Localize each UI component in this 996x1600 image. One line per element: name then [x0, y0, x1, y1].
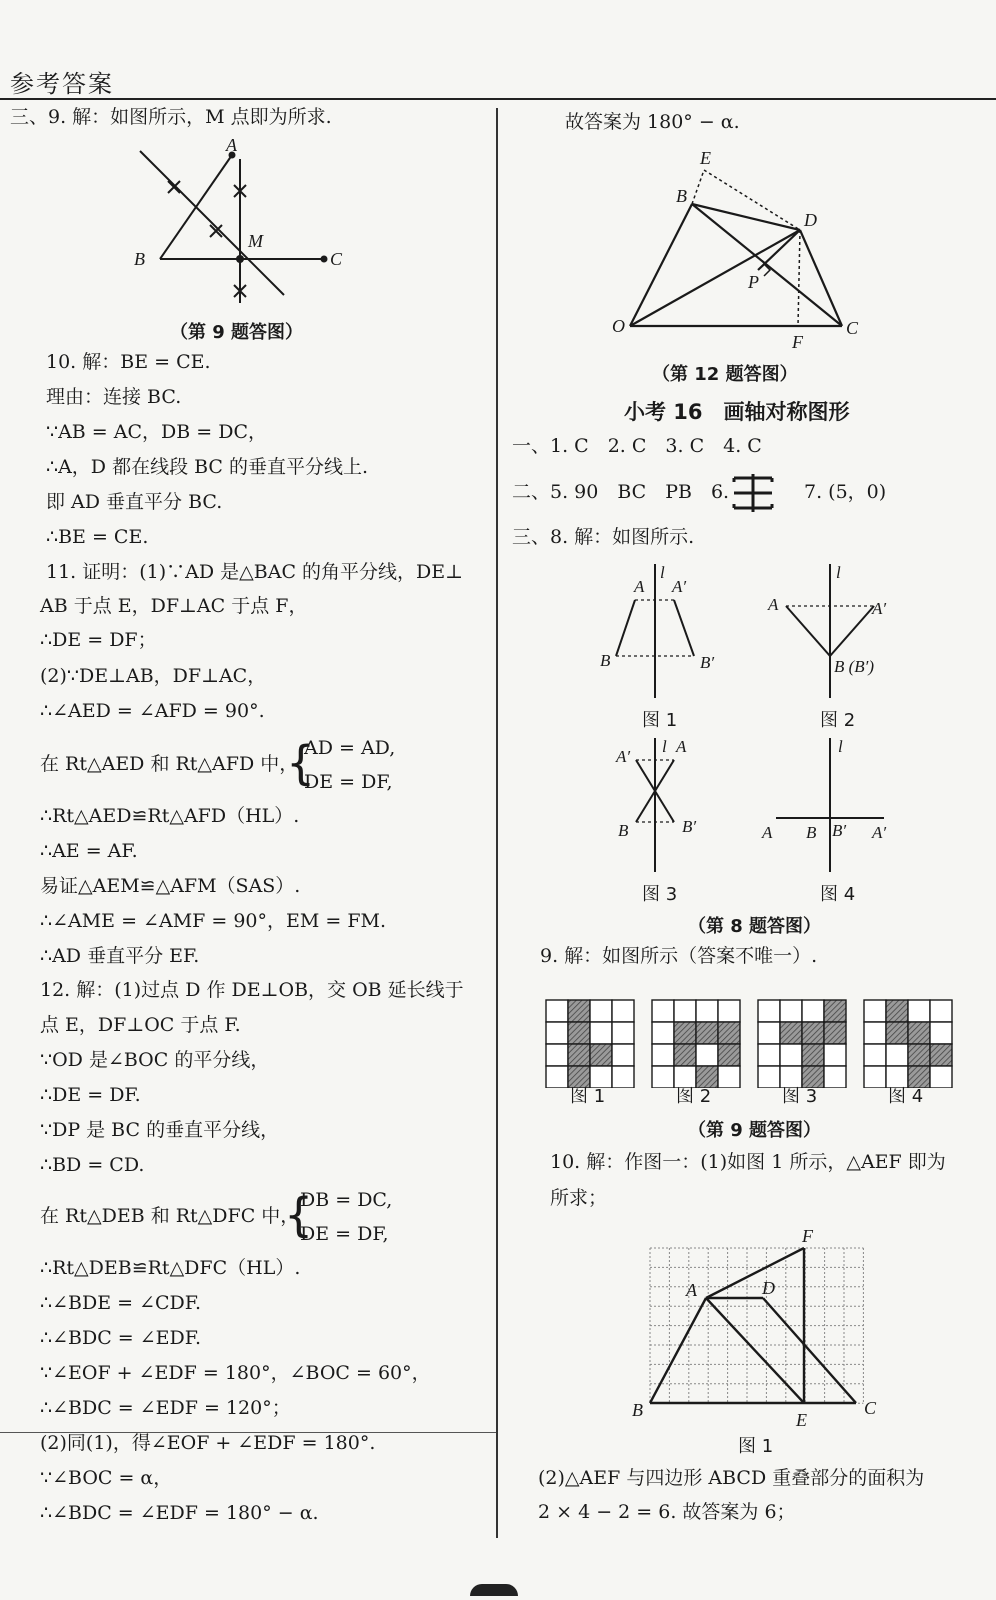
text-line: 点 E，DF⊥OC 于点 F. — [40, 1014, 241, 1036]
grid-cell — [758, 1022, 780, 1044]
grid-cell — [780, 1000, 802, 1022]
svg-text:E: E — [796, 1410, 807, 1430]
q12-rt-prefix: 在 Rt△DEB 和 Rt△DFC 中， — [40, 1205, 300, 1227]
grid-cell — [930, 1022, 952, 1044]
q11-line-3: ∴DE = DF； — [40, 629, 157, 651]
fig9-label-1: 图 1 — [570, 1086, 606, 1107]
q11-rest-block — [40, 804, 386, 968]
svg-text:P: P — [748, 272, 759, 292]
fig8-diagram-2 — [766, 558, 906, 708]
q6-symbol-figure — [728, 472, 778, 514]
grid-cell — [612, 1044, 634, 1066]
grid-cell — [696, 1000, 718, 1022]
grid-cell — [824, 1000, 846, 1022]
text-line: ∴AD 垂直平分 EF. — [40, 945, 200, 967]
svg-text:A: A — [686, 1280, 697, 1300]
fig8-diagram-3 — [590, 732, 730, 882]
part2-answers: 二、5. 90 BC PB 6. — [512, 481, 730, 503]
q11-line-1: 11. 证明：(1)∵AD 是△BAC 的角平分线，DE⊥ — [46, 561, 464, 583]
svg-text:l: l — [838, 737, 843, 756]
q12-line-1: 12. 解：(1)过点 D 作 DE⊥OB，交 OB 延长线于 — [40, 979, 464, 1001]
grid-cell — [758, 1000, 780, 1022]
grid-cell — [674, 1000, 696, 1022]
text-line: ∵DP 是 BC 的垂直平分线， — [40, 1119, 280, 1141]
fig9-grid-set — [544, 998, 964, 1088]
text-line: ∴∠BDC = ∠EDF = 120°； — [40, 1397, 291, 1419]
fig10-label: 图 1 — [738, 1436, 774, 1457]
svg-text:l: l — [660, 563, 665, 582]
part3-heading: 三、8. 解：如图所示. — [512, 526, 695, 548]
svg-text:C: C — [846, 318, 859, 338]
text-line: ∴Rt△DEB≌Rt△DFC（HL）. — [40, 1257, 301, 1279]
grid-cell — [864, 1066, 886, 1088]
text-line: 易证△AEM≌△AFM（SAS）. — [40, 875, 301, 897]
svg-text:A: A — [634, 577, 645, 596]
grid-cell — [908, 1022, 930, 1044]
svg-text:B: B — [806, 823, 817, 842]
svg-text:F: F — [802, 1228, 813, 1246]
q10-block — [46, 350, 368, 549]
grid-cell — [824, 1044, 846, 1066]
grid-cell — [864, 1000, 886, 1022]
fig9-label-4: 图 4 — [888, 1086, 924, 1107]
q10-right-line-1: 10. 解：作图一：(1)如图 1 所示，△AEF 即为 — [550, 1151, 946, 1173]
svg-text:B′: B′ — [682, 817, 697, 836]
grid-cell — [864, 1044, 886, 1066]
text-line: ∴∠BDE = ∠CDF. — [40, 1292, 202, 1314]
grid-cell — [612, 1000, 634, 1022]
grid-cell — [780, 1044, 802, 1066]
grid-cell — [652, 1000, 674, 1022]
grid-cell — [674, 1022, 696, 1044]
svg-text:O: O — [612, 316, 625, 336]
q10-right-line-4: 2 × 4 − 2 = 6. 故答案为 6； — [538, 1501, 796, 1523]
grid-cell — [886, 1044, 908, 1066]
grid-cell — [652, 1044, 674, 1066]
text-line: 10. 解：BE = CE. — [46, 351, 211, 373]
q12-rt-cond-1: DB = DC, — [300, 1189, 393, 1211]
text-line: ∴A，D 都在线段 BC 的垂直平分线上. — [46, 456, 369, 478]
text-line: ∴∠BDC = ∠EDF. — [40, 1327, 202, 1349]
text-line: ∵AB = AC，DB = DC， — [46, 421, 267, 443]
grid-cell — [718, 1044, 740, 1066]
grid-cell — [546, 1044, 568, 1066]
text-line: ∴∠BDC = ∠EDF = 180° − α. — [40, 1502, 319, 1524]
grid-cell — [590, 1044, 612, 1066]
grid-cell — [546, 1000, 568, 1022]
svg-text:B′: B′ — [700, 653, 715, 672]
svg-text:D: D — [762, 1278, 775, 1298]
grid-cell — [612, 1066, 634, 1088]
brace-symbol: { — [284, 1188, 314, 1242]
text-line: ∴DE = DF. — [40, 1084, 141, 1106]
grid-cell — [758, 1044, 780, 1066]
text-line: ∴BE = CE. — [46, 526, 149, 548]
grid-cell — [568, 1022, 590, 1044]
grid-cell — [674, 1044, 696, 1066]
q9-right-text: 9. 解：如图所示（答案不唯一）. — [540, 945, 818, 967]
q11-rt-prefix: 在 Rt△AED 和 Rt△AFD 中， — [40, 753, 299, 775]
text-line: 即 AD 垂直平分 BC. — [46, 491, 223, 513]
q11-line-4: (2)∵DE⊥AB，DF⊥AC， — [40, 665, 267, 687]
grid-cell — [886, 1000, 908, 1022]
text-line: ∵OD 是∠BOC 的平分线， — [40, 1049, 270, 1071]
grid-cell — [802, 1044, 824, 1066]
grid-cell — [612, 1022, 634, 1044]
svg-text:B: B — [134, 249, 145, 269]
svg-text:M: M — [248, 231, 263, 251]
fig9-label-3: 图 3 — [782, 1086, 818, 1107]
svg-text:A: A — [768, 595, 779, 614]
part1-answers: 一、1. C 2. C 3. C 4. C — [512, 435, 762, 457]
q10-right-line-3: (2)△AEF 与四边形 ABCD 重叠部分的面积为 — [538, 1467, 925, 1489]
q12-rt-cond-2: DE = DF, — [300, 1223, 389, 1245]
svg-text:A′: A′ — [616, 747, 631, 766]
svg-text:A: A — [676, 737, 687, 756]
grid-cell — [546, 1022, 568, 1044]
svg-text:B (B′): B (B′) — [834, 657, 875, 676]
q12-rest-block — [40, 1256, 431, 1525]
part2-answer-7: 7. (5，0) — [804, 481, 887, 503]
q10-right-line-2: 所求； — [550, 1187, 608, 1209]
svg-text:E: E — [700, 148, 711, 168]
grid-cell — [930, 1066, 952, 1088]
grid-cell — [568, 1044, 590, 1066]
svg-text:B: B — [600, 651, 611, 670]
fig8-caption: （第 8 题答图） — [688, 916, 822, 937]
grid-cell — [546, 1066, 568, 1088]
fig9-diagram — [120, 135, 360, 315]
svg-text:B′: B′ — [832, 821, 847, 840]
grid-cell — [758, 1066, 780, 1088]
grid-cell — [864, 1022, 886, 1044]
grid-cell — [696, 1044, 718, 1066]
grid-cell — [908, 1000, 930, 1022]
grid-cell — [780, 1022, 802, 1044]
fig8-label-4: 图 4 — [820, 884, 856, 905]
grid-cell — [718, 1022, 740, 1044]
brace-symbol: { — [286, 736, 316, 790]
grid-cell — [824, 1066, 846, 1088]
svg-text:C: C — [330, 249, 343, 269]
q11-rt-cond-2: DE = DF, — [304, 771, 393, 793]
fig12-diagram — [600, 140, 880, 355]
q11-line-5: ∴∠AED = ∠AFD = 90°. — [40, 700, 265, 722]
fig8-diagram-4 — [756, 732, 906, 882]
grid-cell — [802, 1022, 824, 1044]
svg-text:B: B — [618, 821, 629, 840]
fig8-label-2: 图 2 — [820, 710, 856, 731]
svg-text:C: C — [864, 1398, 877, 1418]
q11-line-2: AB 于点 E，DF⊥AC 于点 F， — [40, 595, 308, 617]
svg-text:D: D — [804, 210, 817, 230]
fig9-caption: （第 9 题答图） — [170, 322, 304, 343]
text-line: ∵∠BOC = α， — [40, 1467, 173, 1489]
grid-cell — [930, 1044, 952, 1066]
text-line: ∵∠EOF + ∠EDF = 180°，∠BOC = 60°， — [40, 1362, 431, 1384]
fig10-diagram — [630, 1228, 900, 1448]
fig8-diagram-1 — [590, 558, 730, 708]
grid-cell — [568, 1000, 590, 1022]
grid-cell — [590, 1000, 612, 1022]
text-line: ∴AE = AF. — [40, 840, 138, 862]
fig9-label-2: 图 2 — [676, 1086, 712, 1107]
svg-text:A: A — [762, 823, 773, 842]
fig9-right-caption: （第 9 题答图） — [688, 1120, 822, 1141]
svg-text:l: l — [662, 737, 667, 756]
grid-cell — [908, 1044, 930, 1066]
column-divider — [496, 108, 498, 1538]
grid-cell — [652, 1022, 674, 1044]
grid-cell — [802, 1000, 824, 1022]
grid-cell — [590, 1022, 612, 1044]
svg-text:A′: A′ — [872, 823, 887, 842]
svg-text:l: l — [836, 563, 841, 582]
header-divider — [0, 98, 996, 100]
fig8-label-3: 图 3 — [642, 884, 678, 905]
q9-text: 三、9. 解：如图所示，M 点即为所求. — [10, 106, 332, 128]
q12-block — [40, 1013, 279, 1177]
svg-text:B: B — [632, 1400, 643, 1420]
grid-cell — [696, 1022, 718, 1044]
section-title: 小考 16 画轴对称图形 — [624, 400, 850, 424]
q11-rt-cond-1: AD = AD, — [304, 737, 396, 759]
grid-cell — [718, 1000, 740, 1022]
fig8-label-1: 图 1 — [642, 710, 678, 731]
page-header-title: 参考答案 — [10, 70, 114, 98]
grid-cell — [930, 1000, 952, 1022]
grid-cell — [886, 1022, 908, 1044]
svg-text:A′: A′ — [872, 599, 887, 618]
grid-cell — [824, 1022, 846, 1044]
fig12-caption: （第 12 题答图） — [652, 364, 798, 385]
page-number-marker — [470, 1584, 518, 1596]
svg-text:A: A — [226, 135, 237, 155]
svg-text:A′: A′ — [672, 577, 687, 596]
svg-text:F: F — [792, 332, 803, 352]
text-line: ∴∠AME = ∠AMF = 90°，EM = FM. — [40, 910, 387, 932]
grid-cell — [718, 1066, 740, 1088]
text-line: ∴BD = CD. — [40, 1154, 145, 1176]
svg-text:B: B — [676, 186, 687, 206]
grid-cell — [652, 1066, 674, 1088]
text-line: (2)同(1)，得∠EOF + ∠EDF = 180°. — [40, 1432, 376, 1454]
text-line: 理由：连接 BC. — [46, 386, 182, 408]
q12-answer: 故答案为 180° − α. — [565, 111, 740, 133]
text-line: ∴Rt△AED≌Rt△AFD（HL）. — [40, 805, 300, 827]
